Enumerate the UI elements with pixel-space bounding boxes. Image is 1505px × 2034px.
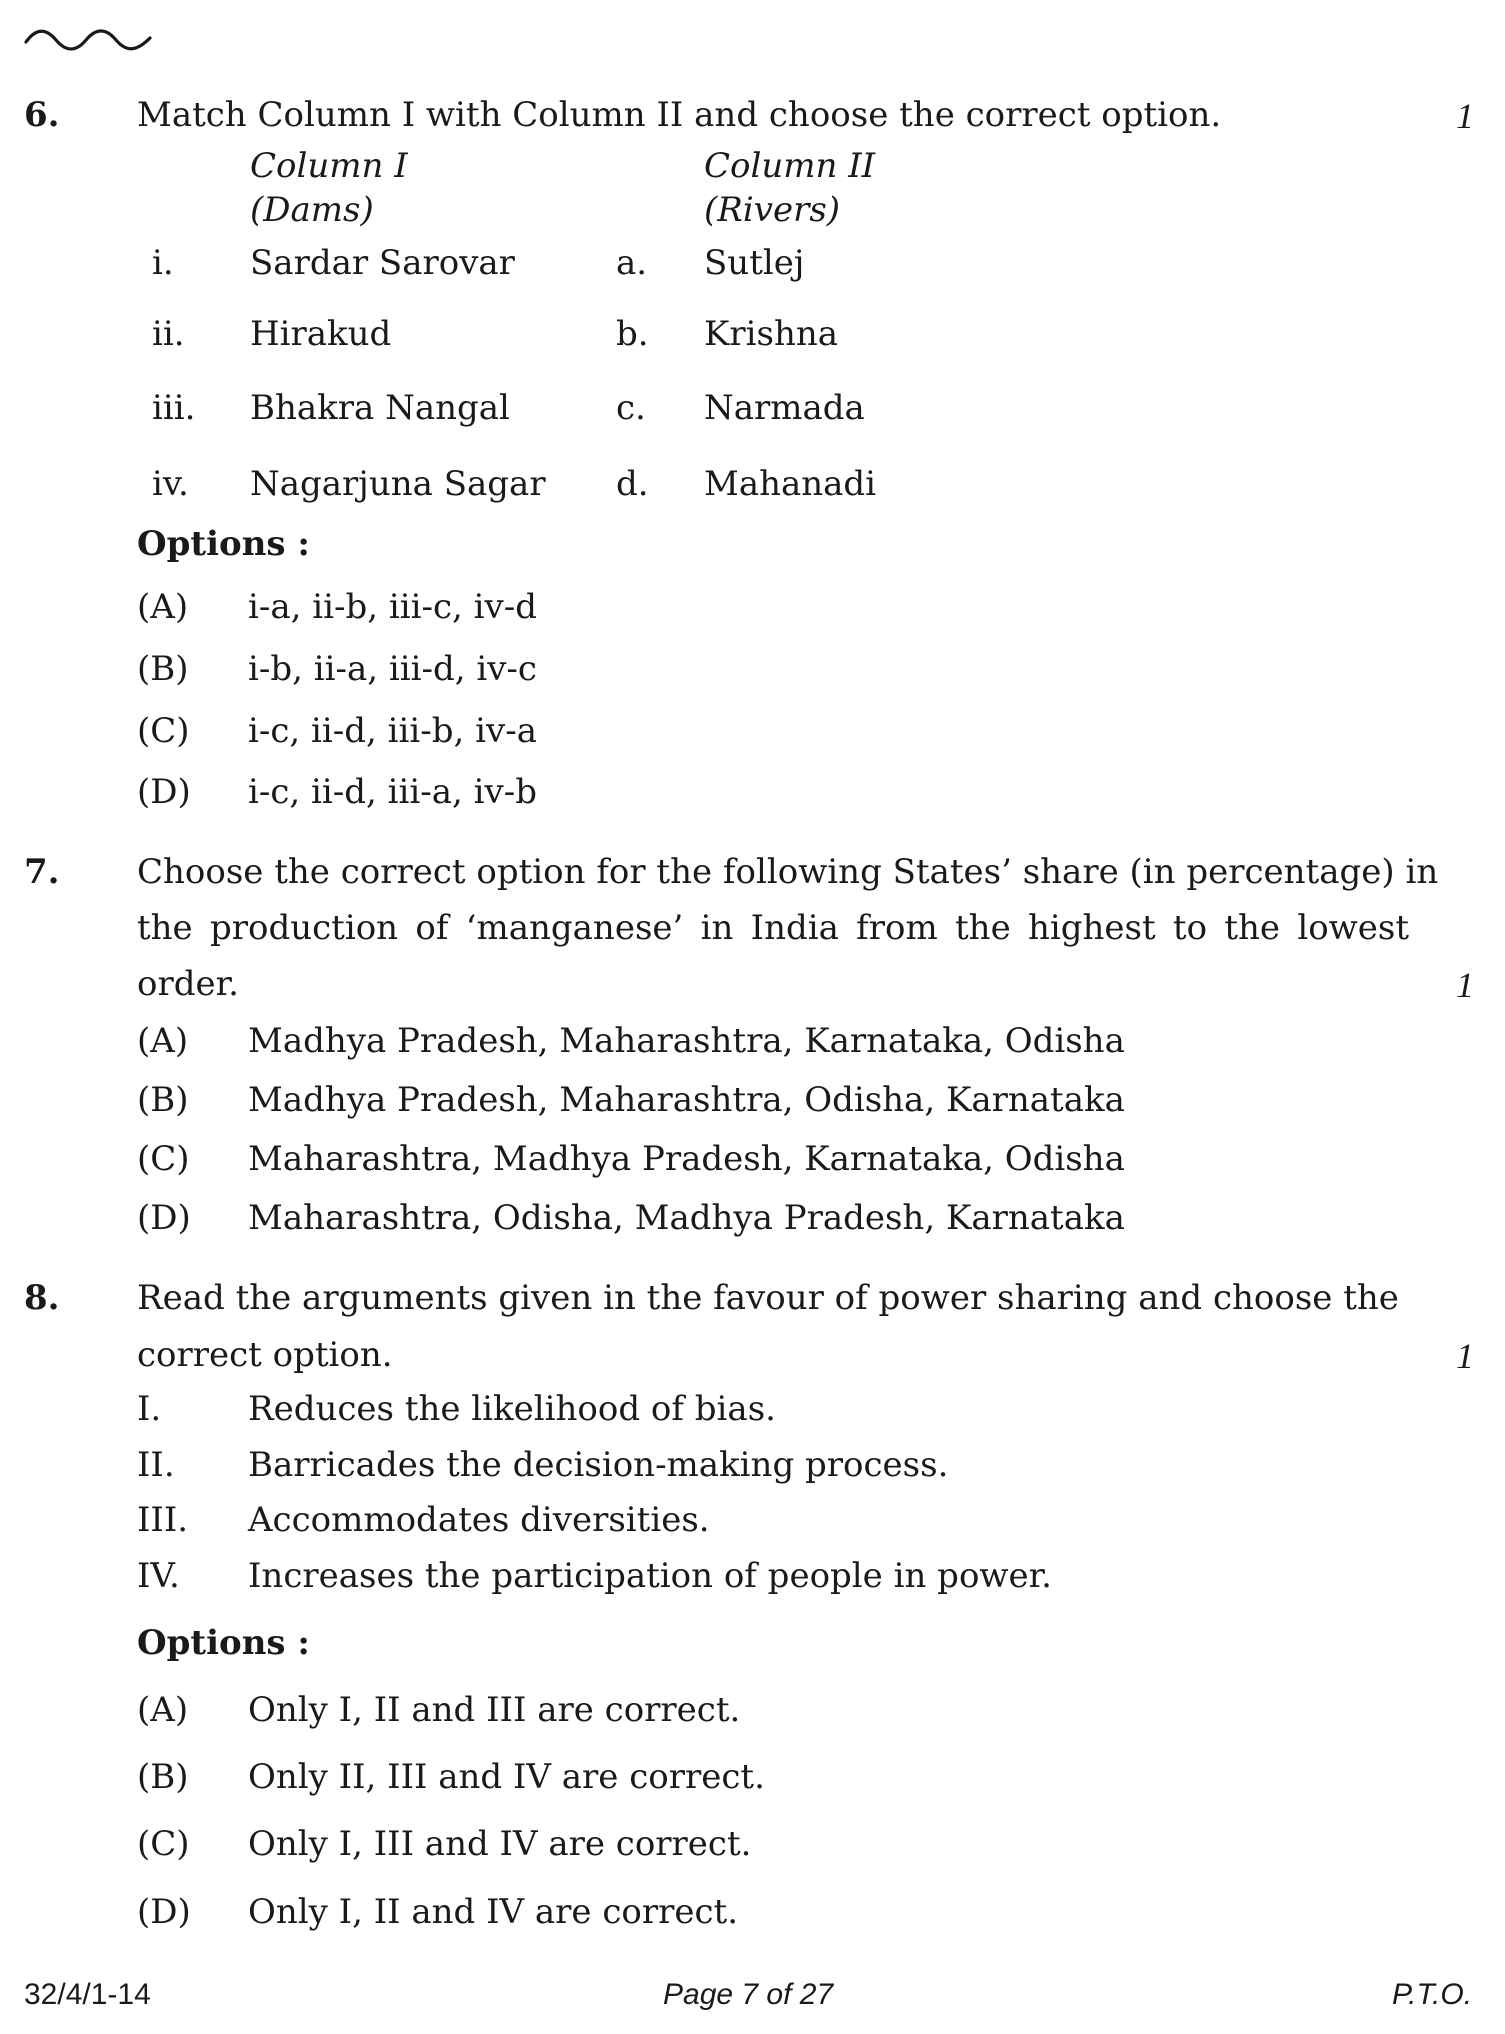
option-label: (B)	[137, 1080, 189, 1120]
river-name: Sutlej	[704, 243, 805, 283]
column-2-title: Column II	[704, 146, 876, 186]
river-letter: d.	[616, 464, 649, 504]
option-text: Madhya Pradesh, Maharashtra, Odisha, Karnataka	[248, 1080, 1125, 1120]
marks: 1	[1456, 96, 1474, 136]
dam-name: Hirakud	[250, 314, 392, 354]
option-label: (D)	[137, 1198, 191, 1238]
river-letter: b.	[616, 314, 649, 354]
option-label: (A)	[137, 1021, 189, 1061]
options-heading: Options :	[137, 524, 310, 564]
options-heading: Options :	[137, 1623, 310, 1663]
option-label: (B)	[137, 649, 189, 689]
option-text: Maharashtra, Madhya Pradesh, Karnataka, Odisha	[248, 1139, 1125, 1179]
river-name: Narmada	[704, 388, 865, 428]
column-1-title: Column I	[250, 146, 408, 186]
option-text: Only II, III and IV are correct.	[248, 1757, 765, 1797]
statement-label: III.	[137, 1500, 189, 1540]
option-text: Only I, II and IV are correct.	[248, 1892, 739, 1932]
question-number: 8.	[24, 1278, 60, 1318]
question-number: 6.	[24, 95, 60, 135]
pair-number: i.	[152, 243, 174, 283]
option-text: i-c, ii-d, iii-a, iv-b	[248, 772, 537, 812]
statement-label: IV.	[137, 1556, 180, 1596]
column-2-subtitle: (Rivers)	[704, 190, 841, 230]
question-text-line: correct option.	[137, 1335, 393, 1375]
dam-name: Nagarjuna Sagar	[250, 464, 546, 504]
marks: 1	[1456, 965, 1474, 1005]
marks: 1	[1456, 1336, 1474, 1376]
option-text: i-c, ii-d, iii-b, iv-a	[248, 711, 537, 751]
pair-number: ii.	[152, 314, 185, 354]
statement-text: Barricades the decision-making process.	[248, 1445, 949, 1485]
statement-text: Increases the participation of people in power.	[248, 1556, 1052, 1596]
question-text-line: order.	[137, 964, 239, 1004]
question-number: 7.	[24, 852, 60, 892]
option-text: Maharashtra, Odisha, Madhya Pradesh, Karnataka	[248, 1198, 1125, 1238]
option-label: (C)	[137, 1139, 190, 1179]
river-name: Mahanadi	[704, 464, 877, 504]
river-letter: c.	[616, 388, 646, 428]
option-text: Only I, III and IV are correct.	[248, 1824, 752, 1864]
option-text: Only I, II and III are correct.	[248, 1690, 741, 1730]
statement-label: I.	[137, 1389, 162, 1429]
pair-number: iii.	[152, 388, 196, 428]
dam-name: Sardar Sarovar	[250, 243, 515, 283]
question-text: Match Column I with Column II and choose the correct option.	[137, 95, 1222, 135]
question-text-line: the production of ‘manganese’ in India from the highest to the lowest	[137, 908, 1409, 948]
option-label: (A)	[137, 587, 189, 627]
option-label: (C)	[137, 1824, 190, 1864]
wave-squiggle-icon	[24, 22, 154, 54]
question-text-line: Read the arguments given in the favour of power sharing and choose the	[137, 1278, 1399, 1318]
page-number: Page 7 of 27	[663, 1978, 834, 2011]
statement-label: II.	[137, 1445, 175, 1485]
option-text: Madhya Pradesh, Maharashtra, Karnataka, Odisha	[248, 1021, 1125, 1061]
option-label: (D)	[137, 772, 191, 812]
river-name: Krishna	[704, 314, 839, 354]
statement-text: Reduces the likelihood of bias.	[248, 1389, 776, 1429]
option-label: (A)	[137, 1690, 189, 1730]
paper-code: 32/4/1-14	[24, 1978, 151, 2011]
option-label: (B)	[137, 1757, 189, 1797]
river-letter: a.	[616, 243, 648, 283]
question-text-line: Choose the correct option for the following States’ share (in percentage) in	[137, 852, 1439, 892]
option-label: (D)	[137, 1892, 191, 1932]
option-text: i-b, ii-a, iii-d, iv-c	[248, 649, 537, 689]
statement-text: Accommodates diversities.	[248, 1500, 710, 1540]
column-1-subtitle: (Dams)	[250, 190, 374, 230]
pair-number: iv.	[152, 464, 189, 504]
dam-name: Bhakra Nangal	[250, 388, 510, 428]
option-text: i-a, ii-b, iii-c, iv-d	[248, 587, 537, 627]
option-label: (C)	[137, 711, 190, 751]
please-turn-over: P.T.O.	[1392, 1978, 1473, 2011]
